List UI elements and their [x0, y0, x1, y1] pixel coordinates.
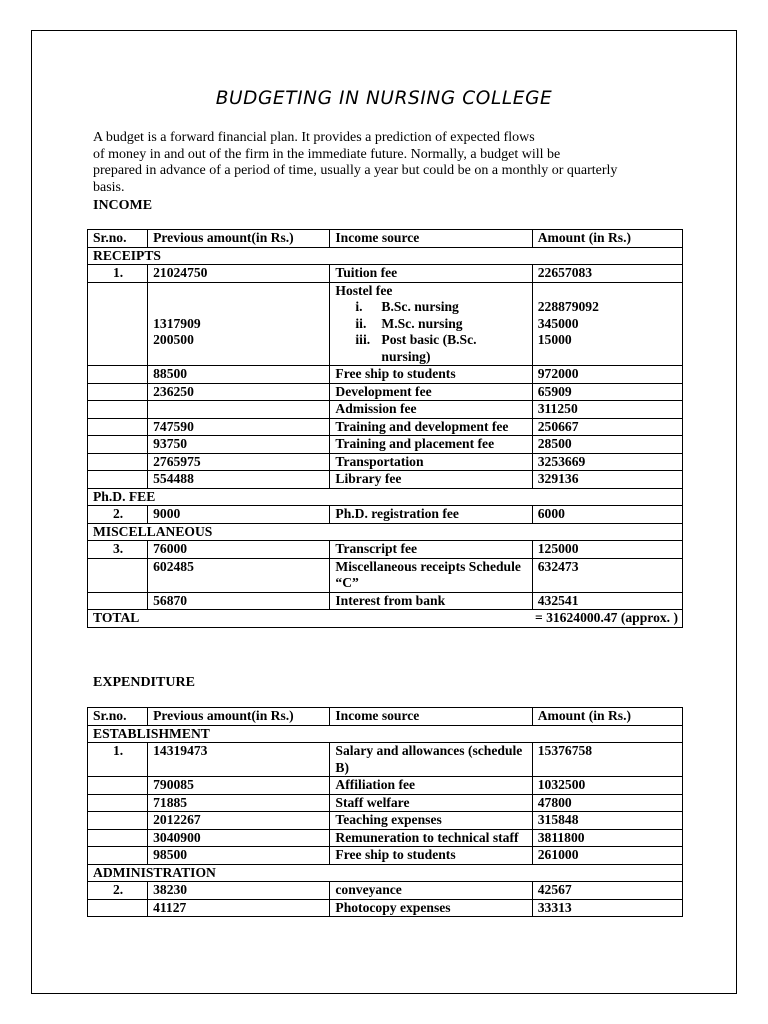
cell-amount: 6000 — [532, 506, 682, 524]
cell-srno: 1. — [88, 743, 148, 777]
cell-amount — [532, 282, 682, 366]
cell-amount: 632473 — [532, 558, 682, 592]
cell-srno — [88, 436, 148, 454]
cell-amount: 65909 — [532, 383, 682, 401]
income-table — [87, 229, 683, 628]
cell-previous — [148, 401, 330, 419]
table-row — [88, 777, 683, 795]
cell-source: Salary and allowances (schedule B) — [330, 743, 532, 777]
cell-previous: 56870 — [148, 592, 330, 610]
section-label-phd: Ph.D. FEE — [88, 488, 683, 506]
cell-amount: 432541 — [532, 592, 682, 610]
cell-source: conveyance — [330, 882, 532, 900]
cell-previous: 9000 — [148, 506, 330, 524]
total-label: TOTAL — [93, 610, 140, 625]
cell-previous: 2012267 — [148, 812, 330, 830]
cell-amount: 3811800 — [532, 829, 682, 847]
cell-amount: 33313 — [532, 899, 682, 917]
cell-srno: 2. — [88, 882, 148, 900]
table-row — [88, 506, 683, 524]
cell-srno — [88, 812, 148, 830]
cell-amount: 329136 — [532, 471, 682, 489]
table-row — [88, 265, 683, 283]
total-row — [88, 610, 683, 628]
income-heading: INCOME — [93, 198, 153, 213]
cell-previous: 14319473 — [148, 743, 330, 777]
table-row — [88, 453, 683, 471]
cell-amount: 315848 — [532, 812, 682, 830]
column-header-srno: Sr.no. — [88, 708, 148, 726]
table-row — [88, 899, 683, 917]
cell-source: Free ship to students — [330, 366, 532, 384]
table-row — [88, 743, 683, 777]
cell-srno: 3. — [88, 541, 148, 559]
cell-source: Transportation — [330, 453, 532, 471]
cell-previous: 602485 — [148, 558, 330, 592]
cell-source: Staff welfare — [330, 794, 532, 812]
column-header-amount: Amount (in Rs.) — [532, 230, 682, 248]
section-label-establishment: ESTABLISHMENT — [88, 725, 683, 743]
cell-amount: 15376758 — [532, 743, 682, 777]
cell-previous: 76000 — [148, 541, 330, 559]
cell-amount: 42567 — [532, 882, 682, 900]
section-label-administration: ADMINISTRATION — [88, 864, 683, 882]
section-row-misc — [88, 523, 683, 541]
column-header-source: Income source — [330, 230, 532, 248]
cell-previous: 747590 — [148, 418, 330, 436]
list-item — [335, 316, 527, 333]
cell-srno — [88, 794, 148, 812]
hostel-amount-postbasic: 15000 — [537, 332, 572, 347]
section-label-misc: MISCELLANEOUS — [88, 523, 683, 541]
cell-amount: 47800 — [532, 794, 682, 812]
cell-previous — [148, 282, 330, 366]
page-title: BUDGETING IN NURSING COLLEGE — [215, 88, 553, 109]
cell-previous: 88500 — [148, 366, 330, 384]
list-number: i. — [355, 299, 363, 314]
list-text: Post basic (B.Sc. nursing) — [381, 332, 477, 364]
intro-line: basis. — [93, 180, 125, 196]
cell-previous: 71885 — [148, 794, 330, 812]
total-cell — [88, 610, 683, 628]
table-row — [88, 401, 683, 419]
cell-previous: 93750 — [148, 436, 330, 454]
cell-source: Miscellaneous receipts Schedule “C” — [330, 558, 532, 592]
cell-srno — [88, 401, 148, 419]
hostel-prev-bsc — [153, 299, 325, 316]
cell-source — [330, 282, 532, 366]
cell-amount: 1032500 — [532, 777, 682, 795]
section-label-receipts: RECEIPTS — [88, 247, 683, 265]
expenditure-heading: EXPENDITURE — [93, 675, 195, 690]
column-header-amount: Amount (in Rs.) — [532, 708, 682, 726]
expenditure-table — [87, 707, 683, 917]
table-row — [88, 418, 683, 436]
cell-amount: 261000 — [532, 847, 682, 865]
column-header-srno: Sr.no. — [88, 230, 148, 248]
table-row — [88, 882, 683, 900]
cell-srno — [88, 847, 148, 865]
cell-amount: 22657083 — [532, 265, 682, 283]
cell-previous: 554488 — [148, 471, 330, 489]
table-row — [88, 436, 683, 454]
table-row — [88, 383, 683, 401]
cell-source: Teaching expenses — [330, 812, 532, 830]
cell-previous: 98500 — [148, 847, 330, 865]
cell-srno — [88, 592, 148, 610]
cell-source: Library fee — [330, 471, 532, 489]
cell-source: Remuneration to technical staff — [330, 829, 532, 847]
cell-srno — [88, 418, 148, 436]
cell-previous: 3040900 — [148, 829, 330, 847]
cell-amount: 250667 — [532, 418, 682, 436]
cell-previous: 236250 — [148, 383, 330, 401]
table-row-hostel — [88, 282, 683, 366]
cell-srno — [88, 777, 148, 795]
list-text: B.Sc. nursing — [381, 299, 459, 314]
hostel-list — [335, 299, 527, 365]
table-row — [88, 829, 683, 847]
cell-amount: 311250 — [532, 401, 682, 419]
cell-source: Development fee — [330, 383, 532, 401]
hostel-prev-msc: 1317909 — [153, 315, 201, 331]
hostel-fee-label: Hostel fee — [335, 282, 393, 298]
list-item — [335, 332, 527, 365]
table-row — [88, 592, 683, 610]
section-row-establishment — [88, 725, 683, 743]
table-row — [88, 471, 683, 489]
cell-source: Transcript fee — [330, 541, 532, 559]
cell-srno — [88, 453, 148, 471]
cell-srno — [88, 282, 148, 366]
cell-source: Training and placement fee — [330, 436, 532, 454]
cell-source: Interest from bank — [330, 592, 532, 610]
table-row — [88, 794, 683, 812]
cell-previous: 790085 — [148, 777, 330, 795]
table-row — [88, 558, 683, 592]
column-header-source: Income source — [330, 708, 532, 726]
cell-source: Training and development fee — [330, 418, 532, 436]
cell-srno: 1. — [88, 265, 148, 283]
hostel-amount-bsc: 228879092 — [537, 299, 599, 314]
table-row — [88, 366, 683, 384]
cell-source: Photocopy expenses — [330, 899, 532, 917]
section-row-receipts — [88, 247, 683, 265]
cell-source: Tuition fee — [330, 265, 532, 283]
table-row — [88, 541, 683, 559]
hostel-prev-postbasic: 200500 — [153, 332, 194, 347]
section-row-phd — [88, 488, 683, 506]
intro-line: of money in and out of the firm in the immediate future. Normally, a budget will be — [93, 146, 561, 162]
cell-srno — [88, 366, 148, 384]
cell-srno — [88, 383, 148, 401]
table-header-row — [88, 230, 683, 248]
cell-amount: 28500 — [532, 436, 682, 454]
column-header-previous: Previous amount(in Rs.) — [148, 708, 330, 726]
section-row-administration — [88, 864, 683, 882]
cell-source: Affiliation fee — [330, 777, 532, 795]
cell-source: Ph.D. registration fee — [330, 506, 532, 524]
cell-previous: 41127 — [148, 899, 330, 917]
cell-srno — [88, 829, 148, 847]
list-number: iii. — [355, 332, 371, 347]
cell-previous: 38230 — [148, 882, 330, 900]
table-row — [88, 812, 683, 830]
intro-paragraph — [93, 130, 683, 197]
cell-amount: 125000 — [532, 541, 682, 559]
cell-srno — [88, 471, 148, 489]
list-number: ii. — [355, 315, 367, 331]
cell-amount: 972000 — [532, 366, 682, 384]
cell-source: Free ship to students — [330, 847, 532, 865]
column-header-previous: Previous amount(in Rs.) — [148, 230, 330, 248]
list-item — [335, 299, 527, 316]
cell-srno — [88, 558, 148, 592]
cell-source: Admission fee — [330, 401, 532, 419]
list-text: M.Sc. nursing — [381, 315, 463, 331]
cell-srno — [88, 899, 148, 917]
intro-line: A budget is a forward financial plan. It provides a prediction of expected flows — [93, 130, 535, 145]
cell-previous: 2765975 — [148, 453, 330, 471]
cell-amount: 3253669 — [532, 453, 682, 471]
table-header-row — [88, 708, 683, 726]
total-value: = 31624000.47 (approx. ) — [534, 610, 678, 625]
cell-srno: 2. — [88, 506, 148, 524]
hostel-amount-msc: 345000 — [537, 315, 579, 331]
intro-line: prepared in advance of a period of time, usually a year but could be on a monthly or quarterly — [93, 163, 618, 179]
table-row — [88, 847, 683, 865]
cell-previous: 21024750 — [148, 265, 330, 283]
